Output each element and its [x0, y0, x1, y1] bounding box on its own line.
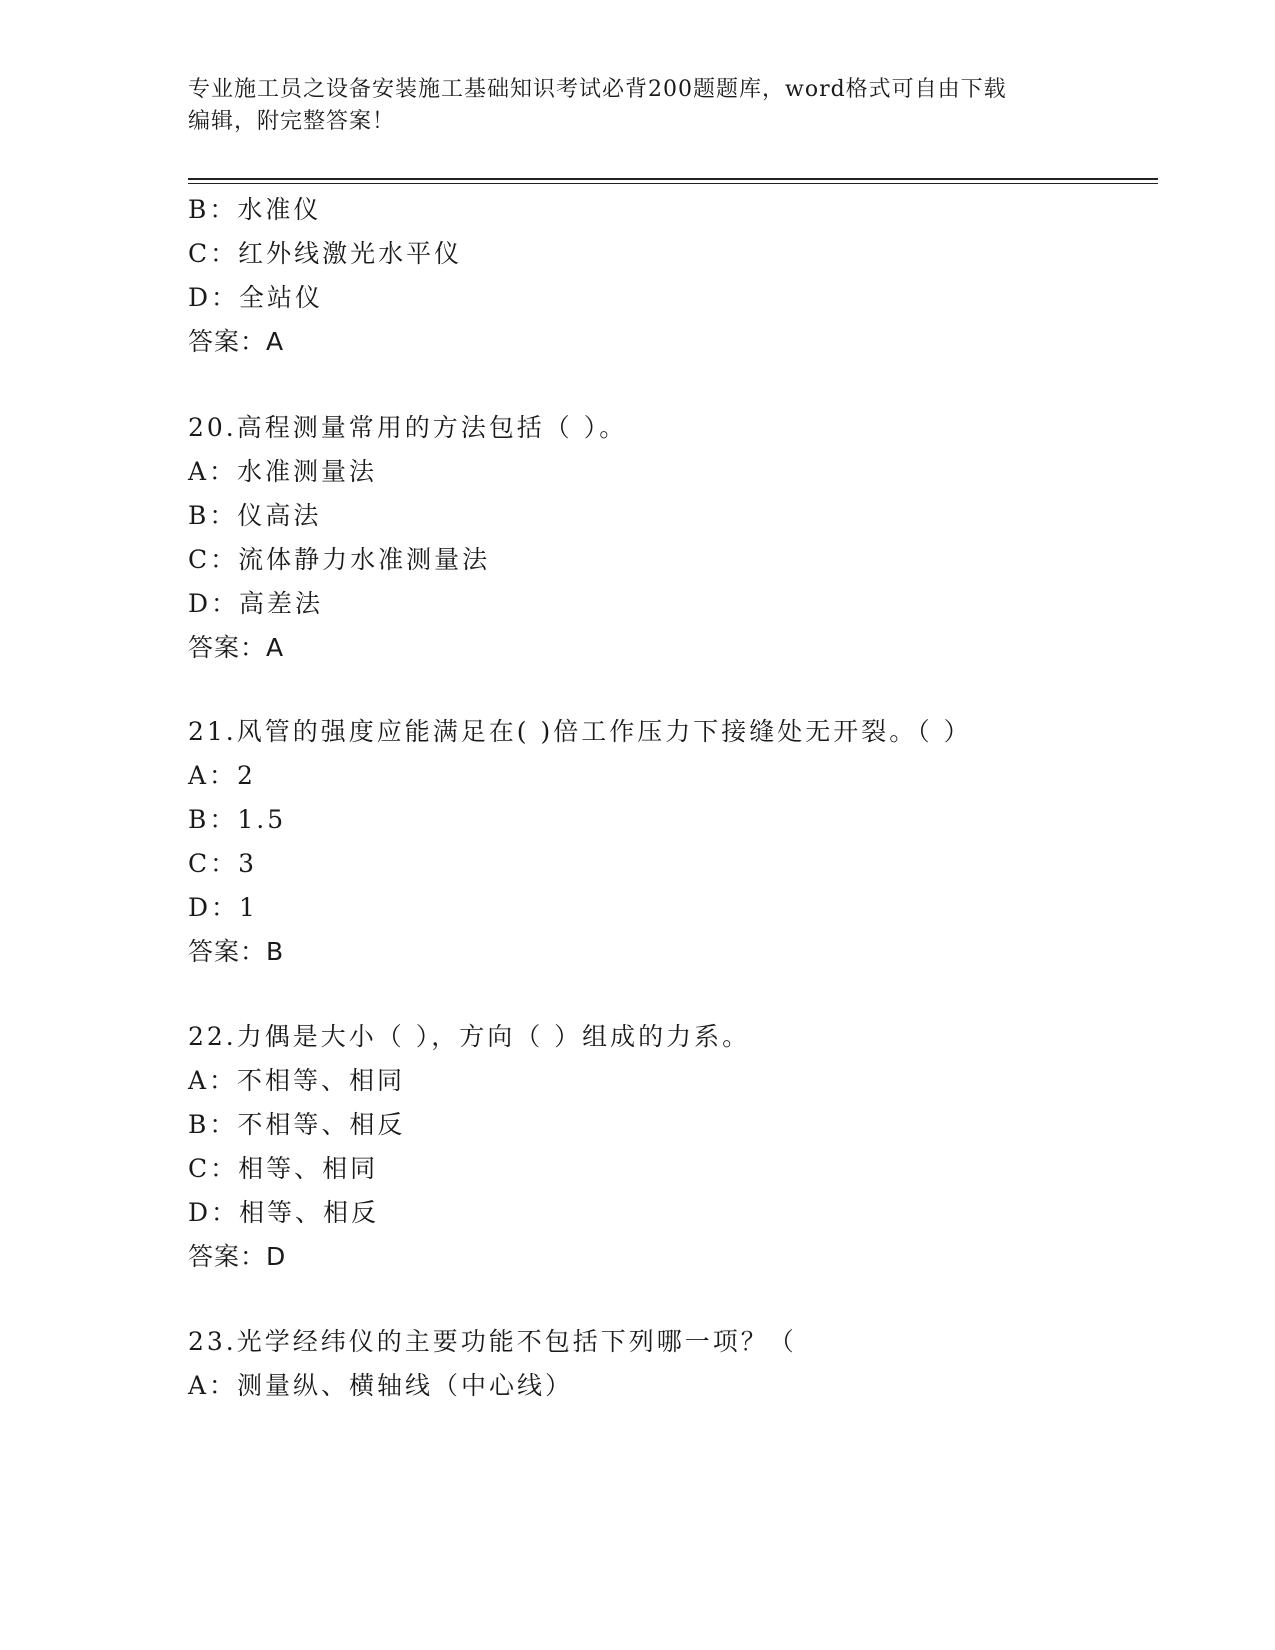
q19-option-d: D：全站仪	[188, 283, 324, 312]
q20-question: 20.高程测量常用的方法包括（ ）。	[188, 413, 628, 442]
q22-option-d: D：相等、相反	[188, 1198, 380, 1227]
header-rule-thin	[188, 183, 1158, 184]
q20-answer: 答案：A	[188, 633, 285, 662]
q21-option-b: B：1.5	[188, 805, 287, 834]
q22-question: 22.力偶是大小（ ），方向（ ）组成的力系。	[188, 1022, 751, 1051]
q23-option-a: A：测量纵、横轴线（中心线）	[188, 1371, 574, 1400]
q22-option-b: B：不相等、相反	[188, 1110, 406, 1139]
q21-option-a: A：2	[188, 761, 256, 790]
q21-option-c: C：3	[188, 849, 258, 878]
q22-answer: 答案：D	[188, 1242, 287, 1271]
header-line-2: 编辑，附完整答案！	[188, 109, 396, 134]
q20-option-b: B：仪高法	[188, 501, 322, 530]
document-header	[188, 74, 1088, 138]
q21-option-d: D：1	[188, 893, 258, 922]
q21-question: 21.风管的强度应能满足在( )倍工作压力下接缝处无开裂。（ ）	[188, 717, 972, 746]
q20-option-a: A：水准测量法	[188, 457, 378, 486]
q19-answer: 答案：A	[188, 327, 285, 356]
q20-option-c: C：流体静力水准测量法	[188, 545, 491, 574]
header-rule-thick	[188, 178, 1158, 180]
q19-option-b: B：水准仪	[188, 195, 322, 224]
q20-option-d: D：高差法	[188, 589, 324, 618]
header-line-1: 专业施工员之设备安装施工基础知识考试必背200题题库，word格式可自由下载	[188, 77, 1007, 102]
q19-option-c: C：红外线激光水平仪	[188, 239, 463, 268]
q21-answer: 答案：B	[188, 937, 285, 966]
q22-option-a: A：不相等、相同	[188, 1066, 406, 1095]
q23-question: 23.光学经纬仪的主要功能不包括下列哪一项？（	[188, 1327, 797, 1356]
q22-option-c: C：相等、相同	[188, 1154, 379, 1183]
